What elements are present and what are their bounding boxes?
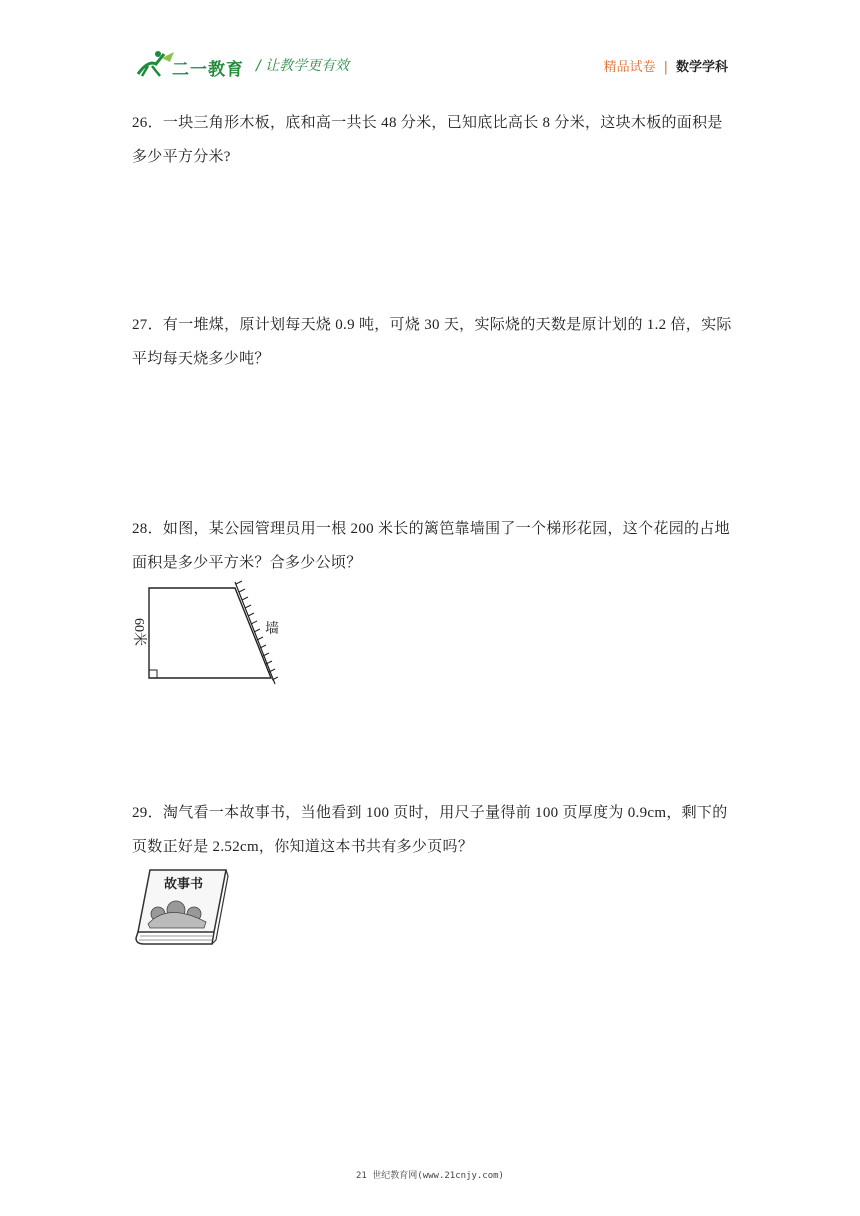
brand-name: 二一教育 xyxy=(172,60,244,80)
question-27: 27．有一堆煤，原计划每天烧 0.9 吨，可烧 30 天，实际烧的天数是原计划的 1.2 倍，实际平均每天烧多少吨？ xyxy=(132,317,732,367)
book-title: 故事书 xyxy=(164,877,204,892)
premium-tag: 精品试卷 xyxy=(603,60,656,75)
header-tags xyxy=(604,56,728,75)
question-29: 29．淘气看一本故事书，当他看到 100 页时，用尺子量得前 100 页厚度为 0.9cm，剩下的页数正好是 2.52cm，你知道这本书共有多少页吗？ xyxy=(132,805,728,855)
side-length-label: 60米 xyxy=(131,618,146,646)
subject-tag: 数学学科 xyxy=(675,60,728,75)
question-26: 26．一块三角形木板，底和高一共长 48 分米，已知底比高长 8 分米，这块木板的面积是多少平方分米? xyxy=(132,115,723,165)
tag-separator: | xyxy=(663,60,668,75)
page-header xyxy=(0,0,860,100)
page-footer: 21 世纪教育网(www.21cnjy.com) xyxy=(356,1171,504,1181)
storybook-icon xyxy=(128,866,232,948)
trapezoid-garden-figure xyxy=(130,578,290,690)
brand-slogan: / 让教学更有效 xyxy=(256,58,350,74)
wall-label: 墙 xyxy=(265,622,279,637)
question-28: 28．如图，某公园管理员用一根 200 米长的篱笆靠墙围了一个梯形花园，这个花园的占地面积是多少平方米？合多少公顷？ xyxy=(132,521,730,571)
